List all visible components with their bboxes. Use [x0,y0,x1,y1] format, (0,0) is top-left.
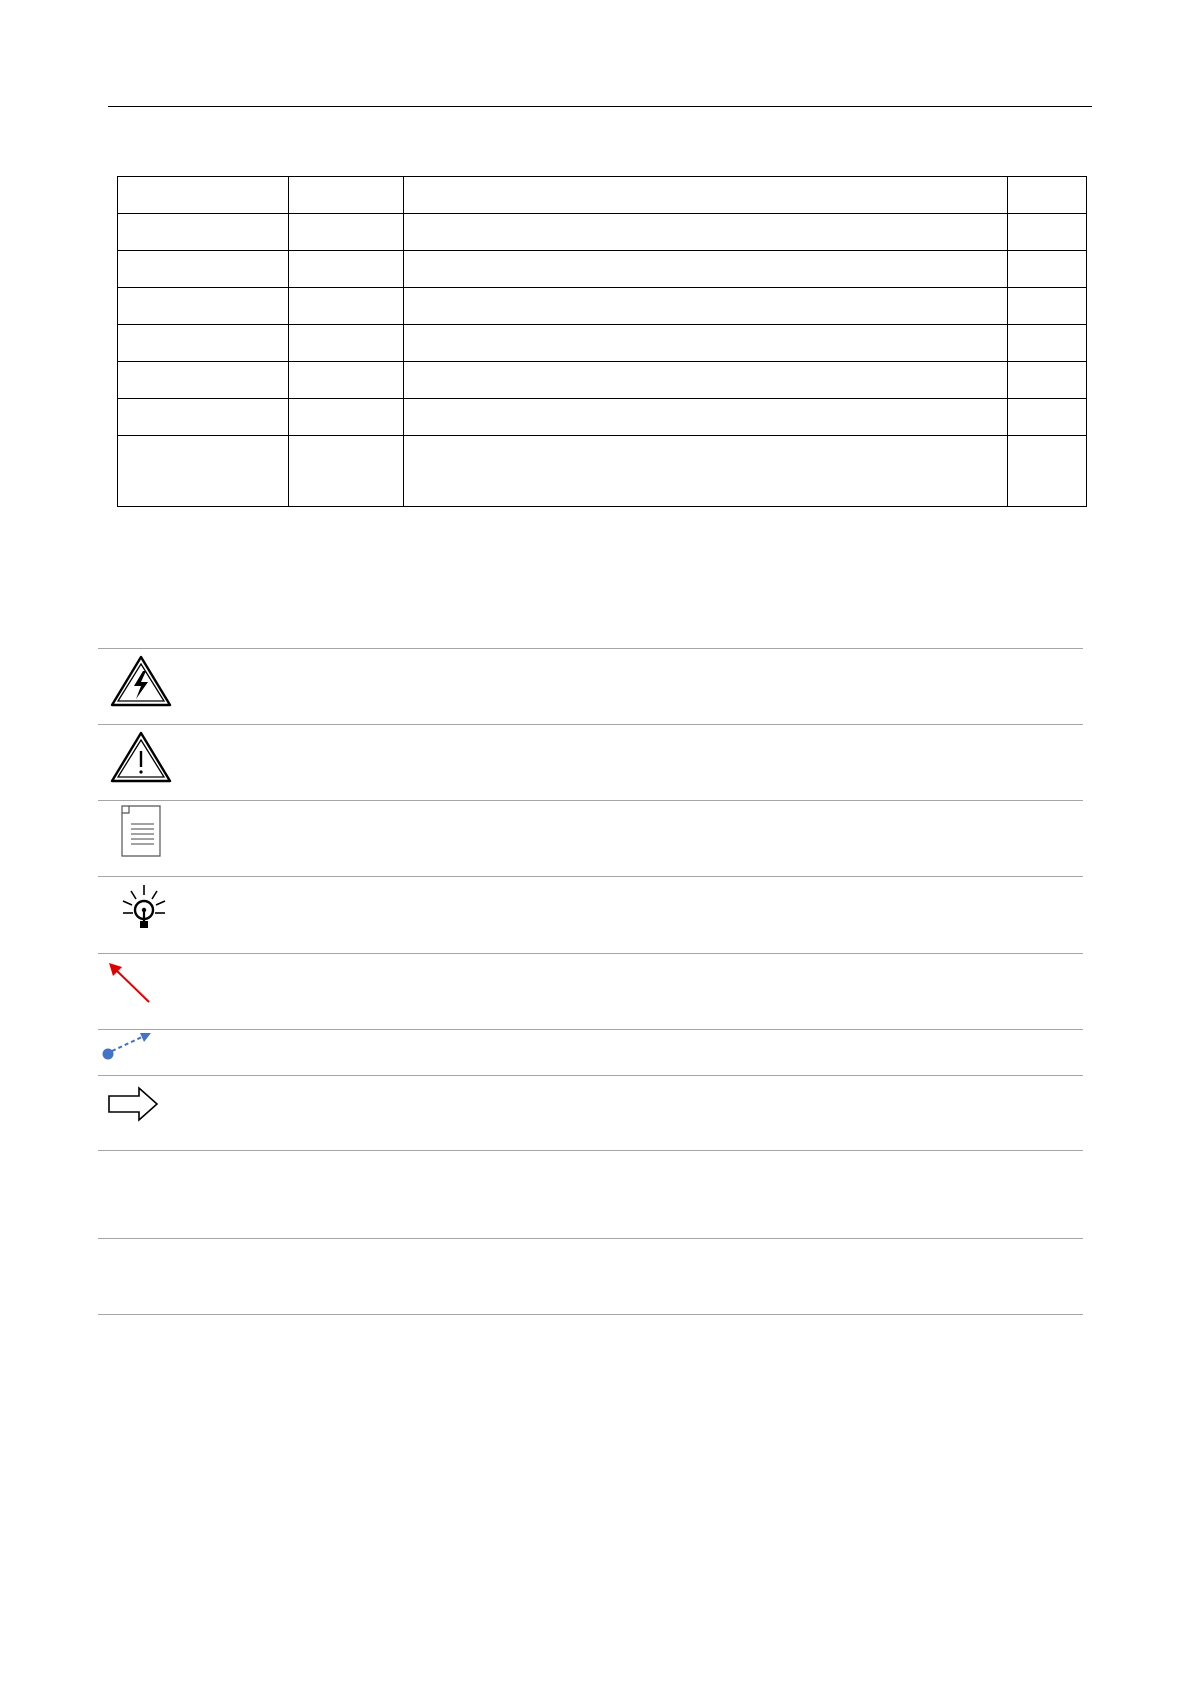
symbol-row-empty [98,1150,1083,1238]
table-cell [404,325,1008,362]
table-row [118,214,1087,251]
right-outline-arrow-icon [98,1076,178,1151]
symbol-row-tip [98,876,1083,953]
caution-warning-icon [98,725,178,801]
table-row [118,436,1087,507]
table-cell [1008,399,1087,436]
table-cell [404,399,1008,436]
table-cell [289,251,404,288]
symbol-row-caution [98,724,1083,800]
table-cell [118,288,289,325]
table-row [118,288,1087,325]
table-row [118,325,1087,362]
table-cell [118,214,289,251]
symbol-row-electric-shock [98,648,1083,724]
table-cell [289,214,404,251]
table-cell [118,325,289,362]
table-cell [118,251,289,288]
tip-lightbulb-icon [98,877,178,954]
table-cell [289,362,404,399]
table-cell [1008,251,1087,288]
table-row [118,362,1087,399]
revision-history-table [117,176,1087,507]
table-header-row [118,177,1087,214]
symbol-row-right-arrow [98,1075,1083,1150]
table-cell [404,362,1008,399]
blue-dashed-connector-icon [98,1030,178,1076]
red-pointer-arrow-icon [98,954,178,1030]
table-cell [118,362,289,399]
table-cell [289,177,404,214]
table-cell [1008,177,1087,214]
symbol-conventions-list [98,648,1083,1315]
header-rule [108,106,1092,107]
table-cell [1008,288,1087,325]
table-cell [118,399,289,436]
table-cell [404,214,1008,251]
table-cell [289,288,404,325]
symbol-row-note [98,800,1083,876]
table-cell [289,399,404,436]
table-cell [1008,214,1087,251]
note-document-icon [98,801,178,877]
symbol-row-empty [98,1238,1083,1315]
table-cell [1008,325,1087,362]
table-cell [118,177,289,214]
symbol-row-blue-connector [98,1029,1083,1075]
table-cell [289,325,404,362]
table-row [118,251,1087,288]
table-cell [404,177,1008,214]
table-cell [289,436,404,507]
table-cell [1008,362,1087,399]
symbol-row-red-arrow [98,953,1083,1029]
table-cell [404,436,1008,507]
table-cell [404,288,1008,325]
table-cell [1008,436,1087,507]
table-cell [118,436,289,507]
table-row [118,399,1087,436]
table-cell [404,251,1008,288]
electric-shock-warning-icon [98,649,178,725]
